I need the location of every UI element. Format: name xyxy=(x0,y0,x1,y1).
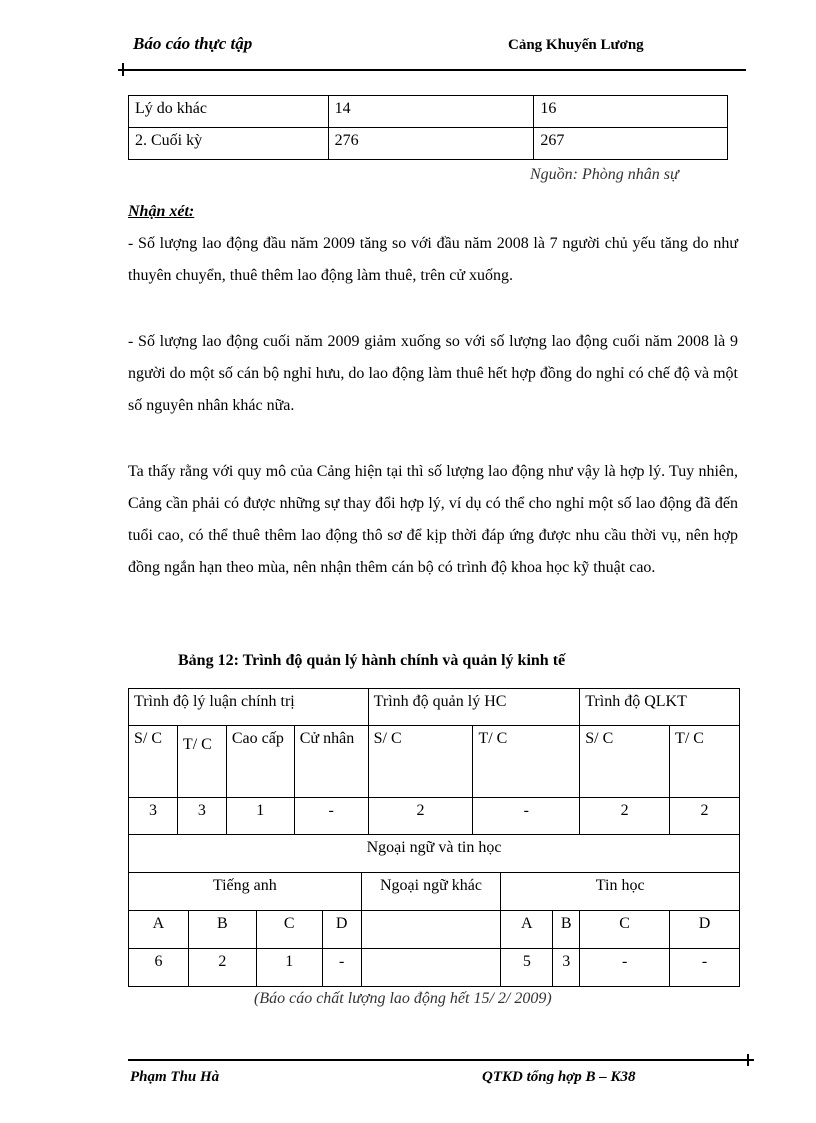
footer-author: Phạm Thu Hà xyxy=(130,1069,220,1085)
subheader-cell: T/ C xyxy=(177,726,226,798)
qualification-table xyxy=(128,688,740,835)
value-cell: 3 xyxy=(177,798,226,835)
level-cell: C xyxy=(256,911,322,949)
table-row xyxy=(129,798,740,835)
level-cell: C xyxy=(580,911,670,949)
comment-heading: Nhận xét: xyxy=(128,203,195,220)
language-it-table xyxy=(128,834,740,987)
footer-rule xyxy=(128,1059,754,1061)
table-cell: 2. Cuối kỳ xyxy=(129,128,329,160)
header-title: Báo cáo thực tập xyxy=(133,34,253,53)
group-header-admin: Trình độ quản lý HC xyxy=(368,689,580,726)
subheader-cell: T/ C xyxy=(473,726,580,798)
value-cell: 6 xyxy=(129,949,189,987)
value-cell: 3 xyxy=(129,798,178,835)
table-row xyxy=(129,949,740,987)
subheader-cell: S/ C xyxy=(580,726,670,798)
table1-source: Nguồn: Phòng nhân sự xyxy=(530,166,679,183)
value-cell: 2 xyxy=(368,798,473,835)
group-header-economic: Trình độ QLKT xyxy=(580,689,740,726)
subheader-cell: T/ C xyxy=(670,726,740,798)
value-cell-other xyxy=(361,949,501,987)
empty-cell xyxy=(361,911,501,949)
table-cell: 16 xyxy=(534,96,728,128)
value-cell: - xyxy=(473,798,580,835)
table-row xyxy=(129,911,740,949)
labor-table xyxy=(128,95,728,160)
subheader-cell: Cao cấp xyxy=(226,726,294,798)
table-row xyxy=(129,726,740,798)
table2-source: (Báo cáo chất lượng lao động hết 15/ 2/ 2009) xyxy=(254,990,552,1007)
subheader-cell: S/ C xyxy=(368,726,473,798)
table-row xyxy=(129,835,740,873)
level-cell: B xyxy=(553,911,580,949)
value-cell: 2 xyxy=(670,798,740,835)
level-cell: A xyxy=(129,911,189,949)
table-cell: Lý do khác xyxy=(129,96,329,128)
level-cell: B xyxy=(188,911,256,949)
subheader-cell: S/ C xyxy=(129,726,178,798)
table-cell: 14 xyxy=(328,96,534,128)
subheader-cell: Cử nhân xyxy=(294,726,368,798)
value-cell: 1 xyxy=(256,949,322,987)
value-cell: - xyxy=(670,949,740,987)
value-cell: 2 xyxy=(580,798,670,835)
comment-paragraph-1: - Số lượng lao động đầu năm 2009 tăng so với đầu năm 2008 là 7 người chủ yếu tăng do như thuyên chuyển, thuê thêm lao động làm thuê, trên cử xuống. xyxy=(128,235,738,284)
value-cell: 5 xyxy=(501,949,553,987)
table-cell: 276 xyxy=(328,128,534,160)
group-header-it: Tin học xyxy=(501,873,740,911)
value-cell: - xyxy=(294,798,368,835)
table-row xyxy=(129,689,740,726)
table-row xyxy=(129,873,740,911)
header-rule-tick xyxy=(122,63,124,76)
header-rule xyxy=(118,69,746,71)
level-cell: D xyxy=(322,911,361,949)
table-cell: 267 xyxy=(534,128,728,160)
value-cell: 2 xyxy=(188,949,256,987)
value-cell: - xyxy=(580,949,670,987)
table2-caption: Bảng 12: Trình độ quản lý hành chính và quản lý kinh tế xyxy=(178,652,566,669)
footer-rule-tick xyxy=(747,1054,749,1066)
footer-class: QTKD tổng hợp B – K38 xyxy=(482,1069,636,1085)
comment-paragraph-2: - Số lượng lao động cuối năm 2009 giảm xuống so với số lượng lao động cuối năm 2008 là 9 người do một số cán bộ nghỉ hưu, do lao động làm thuê hết hợp đồng do nghỉ có chế độ và một số nguyên nhân khác nữa. xyxy=(128,333,738,414)
group-header-english: Tiếng anh xyxy=(129,873,362,911)
section-header: Ngoại ngữ và tin học xyxy=(129,835,740,873)
level-cell: A xyxy=(501,911,553,949)
value-cell: 1 xyxy=(226,798,294,835)
header-company: Cảng Khuyến Lương xyxy=(508,37,644,53)
group-header-other-language: Ngoại ngữ khác xyxy=(361,873,501,911)
table-row xyxy=(129,96,728,128)
value-cell: - xyxy=(322,949,361,987)
group-header-political: Trình độ lý luận chính trị xyxy=(129,689,369,726)
comment-paragraph-3: Ta thấy rằng với quy mô của Cảng hiện tại thì số lượng lao động như vậy là hợp lý. Tuy nhiên, Cảng cần phải có được những sự thay đổi hợp lý, ví dụ có thể cho nghỉ một số lao động đã đến tuổi cao, có thể thuê thêm lao động thô sơ để kịp thời đáp ứng được nhu cầu thời vụ, nên hợp đồng ngắn hạn theo mùa, nên nhận thêm cán bộ có trình độ khoa học kỹ thuật cao. xyxy=(128,463,738,576)
value-cell: 3 xyxy=(553,949,580,987)
level-cell: D xyxy=(670,911,740,949)
table-row xyxy=(129,128,728,160)
